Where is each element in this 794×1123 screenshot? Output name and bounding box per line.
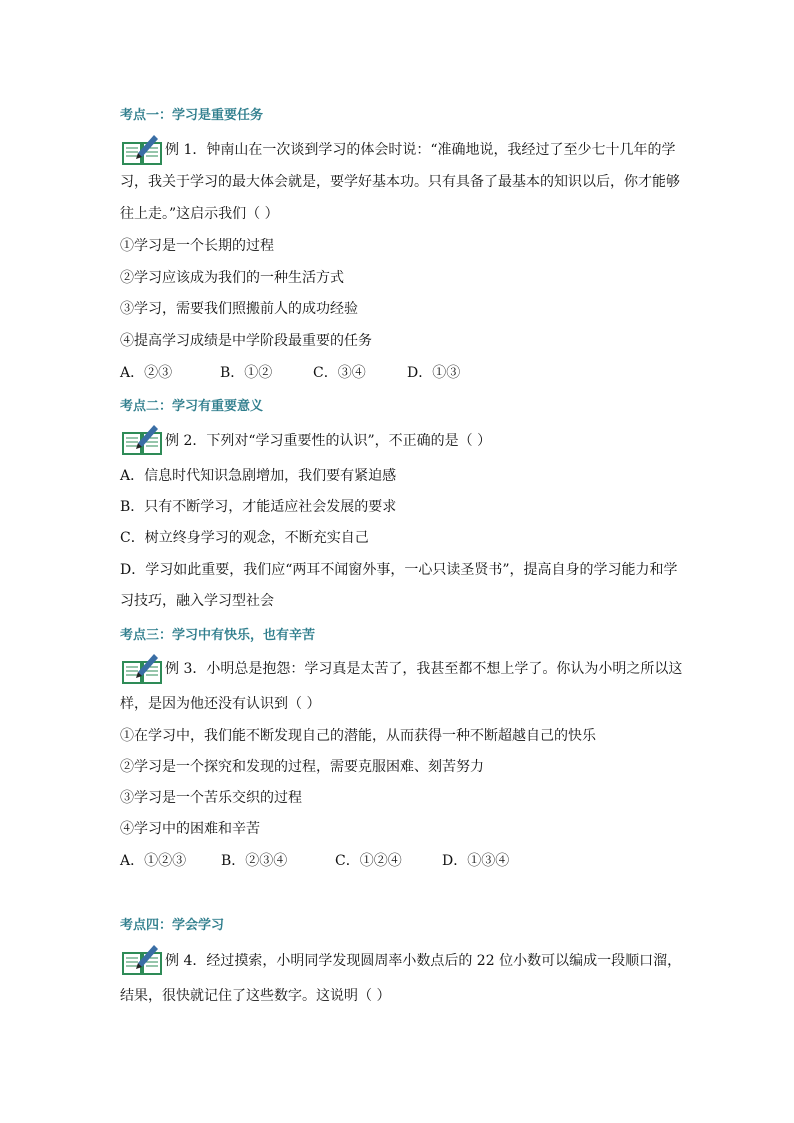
option-d: D．①③④ <box>442 853 510 869</box>
option-line: 习技巧，融入学习型社会 <box>120 593 274 609</box>
question-line: 例 2．下列对“学习重要性的认识”，不正确的是（ ） <box>165 433 492 449</box>
option-line: D．学习如此重要，我们应“两耳不闻窗外事，一心只读圣贤书”，提高自身的学习能力和学 <box>120 562 678 578</box>
question-line: 例 1．钟南山在一次谈到学习的体会时说：“准确地说，我经过了至少七十几年的学 <box>165 142 676 158</box>
option-b: B．②③④ <box>221 853 288 869</box>
option-a: A．①②③ <box>120 853 187 869</box>
option-d: D．①③ <box>407 365 461 381</box>
book-pencil-icon <box>120 941 164 977</box>
option-c: C．①②④ <box>335 853 402 869</box>
option-a: A．②③ <box>120 365 173 381</box>
question-line: 样，是因为他还没有认识到（ ） <box>120 696 321 712</box>
question-line: 例 3．小明总是抱怨：学习真是太苦了，我甚至都不想上学了。你认为小明之所以这 <box>165 661 683 677</box>
section-heading: 考点三：学习中有快乐，也有辛苦 <box>120 628 316 643</box>
option-line: B．只有不断学习，才能适应社会发展的要求 <box>120 499 397 515</box>
book-pencil-icon <box>120 131 164 167</box>
statement: ③学习，需要我们照搬前人的成功经验 <box>120 301 358 317</box>
option-b: B．①② <box>220 365 273 381</box>
statement: ①学习是一个长期的过程 <box>120 238 274 254</box>
book-pencil-icon <box>120 421 164 457</box>
section-heading: 考点四：学会学习 <box>120 918 225 933</box>
section-heading: 考点二：学习有重要意义 <box>120 399 264 414</box>
statement: ②学习是一个探究和发现的过程，需要克服困难、刻苦努力 <box>120 759 484 775</box>
statement: ④学习中的困难和辛苦 <box>120 821 260 837</box>
question-line: 结果，很快就记住了这些数字。这说明（ ） <box>120 988 391 1004</box>
option-c: C．③④ <box>313 365 366 381</box>
statement: ②学习应该成为我们的一种生活方式 <box>120 270 344 286</box>
statement: ④提高学习成绩是中学阶段最重要的任务 <box>120 333 372 349</box>
option-line: A．信息时代知识急剧增加，我们要有紧迫感 <box>120 468 397 484</box>
question-line: 例 4．经过摸索，小明同学发现圆周率小数点后的 22 位小数可以编成一段顺口溜， <box>165 953 682 969</box>
option-line: C．树立终身学习的观念，不断充实自己 <box>120 530 369 546</box>
statement: ①在学习中，我们能不断发现自己的潜能，从而获得一种不断超越自己的快乐 <box>120 728 596 744</box>
question-line: 习，我关于学习的最大体会就是，要学好基本功。只有具备了最基本的知识以后，你才能够 <box>120 174 680 190</box>
question-line: 往上走。”这启示我们（ ） <box>120 206 279 222</box>
statement: ③学习是一个苦乐交织的过程 <box>120 790 302 806</box>
section-heading: 考点一：学习是重要任务 <box>120 108 264 123</box>
book-pencil-icon <box>120 650 164 686</box>
